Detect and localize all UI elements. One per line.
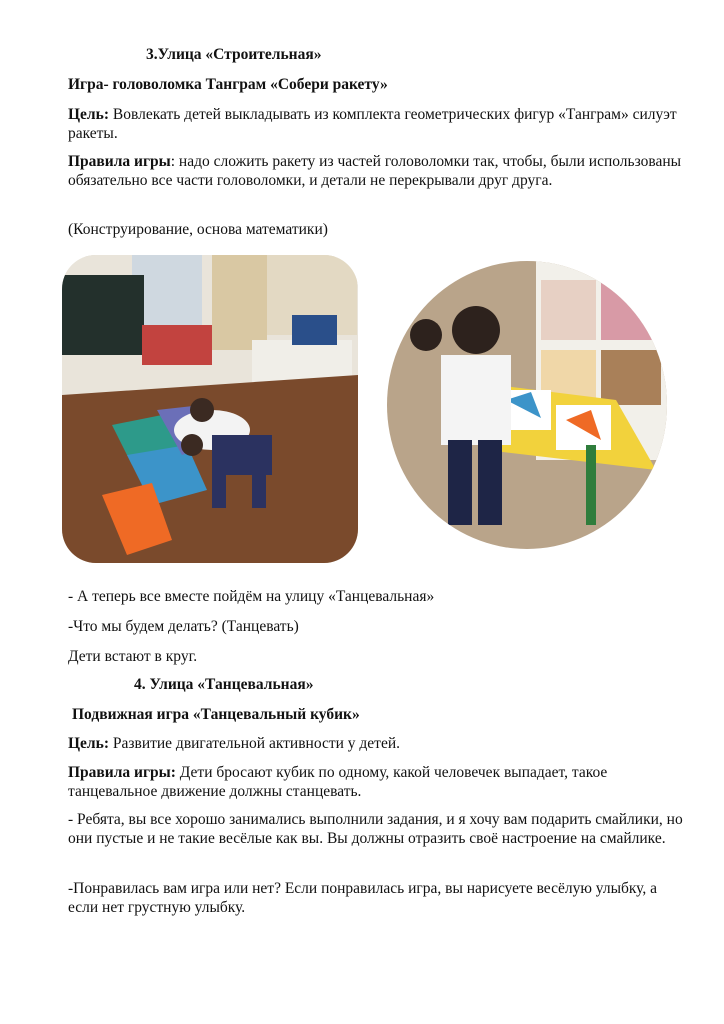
goal-paragraph-1	[68, 105, 690, 143]
game-title-tangram: Игра- головоломка Танграм «Собери ракету»	[68, 76, 388, 93]
goal-paragraph-2	[68, 734, 690, 753]
section-heading-stroitelnaya: 3.Улица «Строительная»	[146, 46, 322, 63]
transition-line-2: -Что мы будем делать? (Танцевать)	[68, 618, 299, 635]
note-paragraph: (Конструирование, основа математики)	[68, 221, 328, 238]
goal-text: Развитие двигательной активности у детей.	[109, 735, 401, 752]
rules-label: Правила игры	[68, 153, 171, 170]
photo-boy-table-tangram	[386, 260, 668, 550]
rules-label: Правила игры:	[68, 764, 176, 781]
paragraph-smiley-gift: - Ребята, вы все хорошо занимались выполнили задания, и я хочу вам подарить смайлики, но они пустые и не такие весёлые как вы. Вы должны отразить своё настроение на смайлике.	[68, 811, 683, 847]
goal-text: Вовлекать детей выкладывать из комплекта геометрических фигур «Танграм» силуэт ракеты.	[68, 106, 677, 142]
rules-text: : надо сложить ракету из частей головоломки так, чтобы, были использованы обязательно все части головоломки, и детали не перекрывали друг друга.	[68, 153, 682, 189]
rules-paragraph-1	[68, 152, 690, 190]
transition-line-3: Дети встают в круг.	[68, 648, 198, 665]
paragraph-smile-choice: -Понравилась вам игра или нет? Если понравилась игра, вы нарисуете весёлую улыбку, а если нет грустную улыбку.	[68, 880, 658, 916]
rules-text: Дети бросают кубик по одному, какой человечек выпадает, такое танцевальное движение должны станцевать.	[68, 764, 608, 800]
classroom-floor-illustration	[62, 255, 358, 563]
goal-label: Цель:	[68, 106, 109, 123]
photo-children-floor-tangram	[62, 255, 358, 563]
transition-line-1: - А теперь все вместе пойдём на улицу «Танцевальная»	[68, 588, 435, 605]
table-tangram-illustration	[386, 260, 668, 550]
rules-paragraph-2	[68, 763, 690, 801]
game-title-dance-cube: Подвижная игра «Танцевальный кубик»	[72, 706, 360, 723]
section-heading-tancevalnaya: 4. Улица «Танцевальная»	[134, 676, 314, 693]
goal-label: Цель:	[68, 735, 109, 752]
